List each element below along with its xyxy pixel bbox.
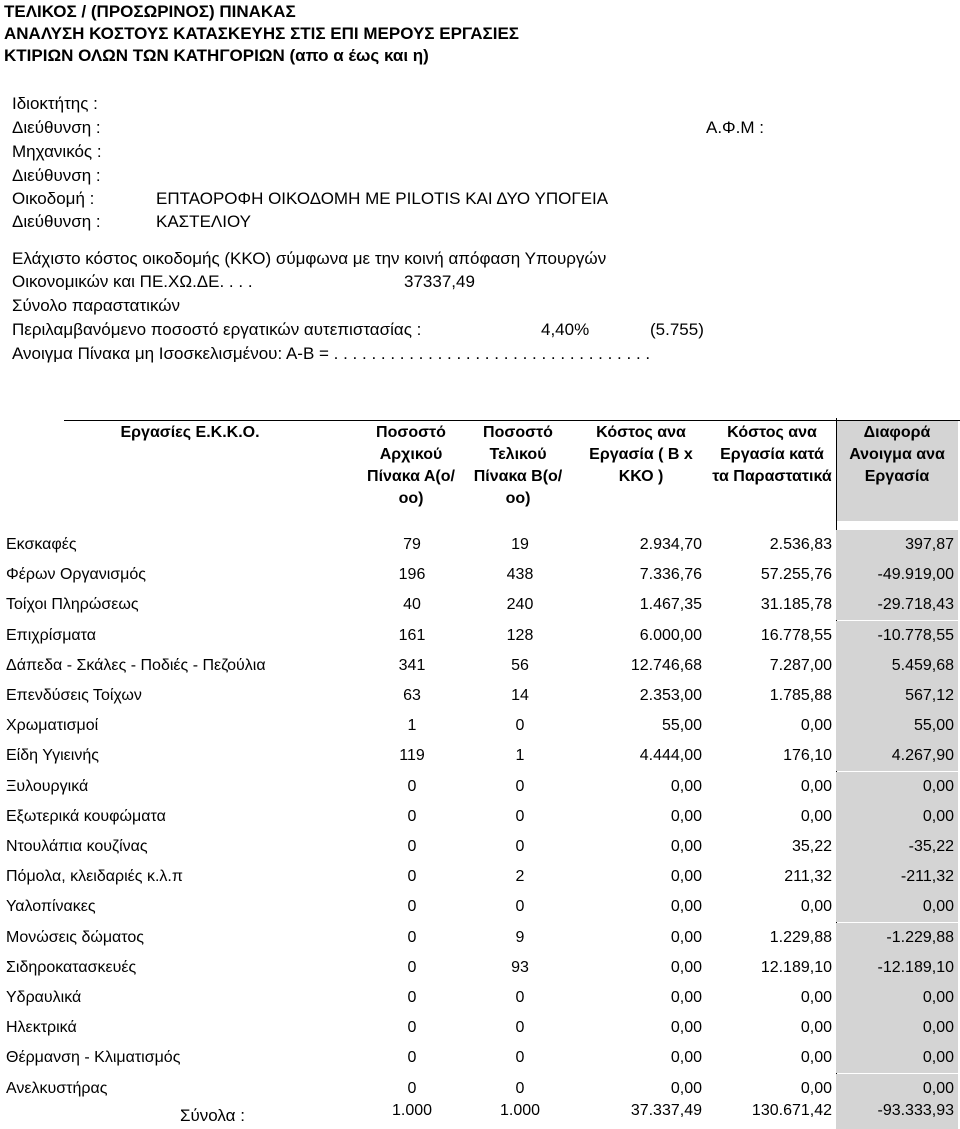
row-percent-a: 0 (407, 868, 417, 885)
row-difference: -1.229,88 (886, 929, 954, 946)
row-difference: -35,22 (908, 838, 954, 855)
row-doc-cost: 1.785,88 (769, 687, 832, 704)
row-difference: -49.919,00 (877, 566, 954, 583)
row-difference: 0,00 (922, 1080, 954, 1097)
row-difference: 4.267,90 (891, 747, 954, 764)
row-percent-b: 0 (515, 898, 525, 915)
title-line-2: ΑΝΑΛΥΣΗ ΚΟΣΤΟΥΣ ΚΑΤΑΣΚΕΥΗΣ ΣΤΙΣ ΕΠΙ ΜΕΡΟΥΣ ΕΡΓΑΣΙΕΣ (4, 24, 520, 43)
labor-percent: 4,40% (541, 320, 590, 339)
row-cost: 0,00 (670, 1049, 702, 1066)
row-work-name: Υδραυλικά (6, 989, 82, 1006)
row-work-name: Επενδύσεις Τοίχων (6, 687, 142, 704)
row-doc-cost: 0,00 (800, 778, 832, 795)
row-difference: 0,00 (922, 808, 954, 825)
afm-label: Α.Φ.Μ : (706, 118, 764, 137)
row-percent-a: 0 (407, 989, 417, 1006)
totals-a: 1.000 (391, 1102, 433, 1119)
row-difference: 567,12 (905, 687, 954, 704)
row-percent-b: 0 (515, 838, 525, 855)
row-work-name: Σιδηροκατασκευές (6, 959, 137, 976)
row-work-name: Θέρμανση - Κλιματισμός (6, 1049, 181, 1066)
row-percent-b: 2 (515, 868, 525, 885)
row-difference: 0,00 (922, 1019, 954, 1036)
row-work-name: Επιχρίσματα (6, 627, 97, 644)
address1-label: Διεύθυνση : (12, 118, 101, 137)
header-percent-b: Ποσοστό Τελικού Πίνακα Β(ο/οο) (473, 424, 563, 507)
row-difference: 0,00 (922, 989, 954, 1006)
row-percent-b: 128 (506, 627, 534, 644)
row-doc-cost: 16.778,55 (760, 627, 832, 644)
header-difference: Διαφορά Ανοιγμα ανα Εργασία (849, 424, 945, 485)
row-work-name: Εξωτερικά κουφώματα (6, 808, 166, 825)
row-percent-b: 0 (515, 717, 525, 734)
row-percent-a: 0 (407, 778, 417, 795)
row-work-name: Είδη Υγιεινής (6, 747, 99, 764)
row-work-name: Ηλεκτρικά (6, 1019, 77, 1036)
row-percent-a: 161 (398, 627, 426, 644)
totals-label: Σύνολα : (180, 1106, 245, 1125)
kko-value: 37337,49 (404, 272, 475, 291)
row-percent-b: 0 (515, 989, 525, 1006)
row-cost: 2.353,00 (639, 687, 702, 704)
row-doc-cost: 31.185,78 (760, 596, 832, 613)
row-doc-cost: 1.229,88 (769, 929, 832, 946)
row-percent-b: 438 (506, 566, 534, 583)
row-cost: 55,00 (661, 717, 702, 734)
header-cost-documents: Κόστος ανα Εργασία κατά τα Παραστατικά (712, 424, 832, 485)
row-percent-a: 0 (407, 898, 417, 915)
row-percent-b: 93 (511, 959, 529, 976)
row-cost: 0,00 (670, 929, 702, 946)
row-doc-cost: 211,32 (784, 868, 832, 885)
row-percent-a: 341 (398, 657, 426, 674)
totals-cost: 37.337,49 (630, 1102, 702, 1119)
row-work-name: Ανελκυστήρας (6, 1080, 108, 1097)
row-cost: 12.746,68 (630, 657, 702, 674)
row-cost: 0,00 (670, 989, 702, 1006)
row-percent-a: 196 (398, 566, 426, 583)
row-work-name: Φέρων Οργανισμός (6, 566, 146, 583)
row-doc-cost: 0,00 (800, 717, 832, 734)
totals-diff: -93.333,93 (877, 1102, 954, 1119)
row-doc-cost: 176,10 (783, 747, 832, 764)
row-percent-b: 14 (511, 687, 529, 704)
engineer-label: Μηχανικός : (12, 142, 102, 161)
row-doc-cost: 35,22 (791, 838, 832, 855)
summary-line-5: Ανοιγμα Πίνακα μη Ισοσκελισμένου: Α-Β = . . . . . . . . . . . . . . . . . . . . . . . . . . . . . . . . . . (12, 344, 651, 363)
row-difference: 55,00 (913, 717, 954, 734)
header-cost-per-work: Κόστος ανα Εργασία ( Β x ΚΚΟ ) (589, 424, 693, 485)
row-doc-cost: 2.536,83 (769, 536, 832, 553)
row-work-name: Εκσκαφές (6, 536, 77, 553)
row-percent-a: 0 (407, 929, 417, 946)
summary-line-1: Ελάχιστο κόστος οικοδομής (ΚΚΟ) σύμφωνα με την κοινή απόφαση Υπουργών (12, 249, 607, 268)
row-percent-b: 9 (515, 929, 525, 946)
labor-percent-paren: (5.755) (650, 320, 704, 339)
header-works: Εργασίες Ε.Κ.Κ.Ο. (120, 424, 260, 441)
row-difference: 0,00 (922, 1049, 954, 1066)
row-percent-a: 40 (403, 596, 421, 613)
row-work-name: Ξυλουργικά (6, 778, 89, 795)
row-cost: 0,00 (670, 959, 702, 976)
row-difference: -211,32 (900, 868, 954, 885)
row-difference: -10.778,55 (877, 627, 954, 644)
row-percent-b: 0 (515, 1019, 525, 1036)
row-percent-b: 0 (515, 1080, 525, 1097)
row-work-name: Μονώσεις δώματος (6, 929, 145, 946)
address3-label: Διεύθυνση : (12, 212, 101, 231)
title-line-1: ΤΕΛΙΚΟΣ / (ΠΡΟΣΩΡΙΝΟΣ) ΠΙΝΑΚΑΣ (4, 2, 296, 21)
row-percent-b: 240 (506, 596, 534, 613)
row-cost: 0,00 (670, 838, 702, 855)
row-percent-a: 0 (407, 959, 417, 976)
row-percent-b: 0 (515, 1049, 525, 1066)
row-cost: 4.444,00 (639, 747, 702, 764)
row-percent-a: 0 (407, 808, 417, 825)
building-label: Οικοδομή : (12, 189, 95, 208)
row-cost: 0,00 (670, 778, 702, 795)
row-difference: 0,00 (922, 778, 954, 795)
row-doc-cost: 0,00 (800, 1019, 832, 1036)
row-work-name: Ντουλάπια κουζίνας (6, 838, 148, 855)
row-difference: 5.459,68 (891, 657, 954, 674)
owner-label: Ιδιοκτήτης : (12, 94, 98, 113)
row-percent-a: 0 (407, 1019, 417, 1036)
row-cost: 0,00 (670, 808, 702, 825)
row-cost: 0,00 (670, 898, 702, 915)
header-percent-a: Ποσοστό Αρχικού Πίνακα Α(ο/οο) (367, 424, 455, 507)
building-value: ΕΠΤΑΟΡΟΦΗ ΟΙΚΟΔΟΜΗ ΜΕ PILOTIS ΚΑΙ ΔΥΟ ΥΠΟΓΕΙΑ (156, 189, 609, 208)
row-work-name: Υαλοπίνακες (6, 898, 96, 915)
row-percent-b: 0 (515, 778, 525, 795)
row-cost: 2.934,70 (639, 536, 702, 553)
row-percent-b: 1 (515, 747, 525, 764)
row-work-name: Δάπεδα - Σκάλες - Ποδιές - Πεζούλια (6, 657, 266, 674)
row-percent-a: 0 (407, 1080, 417, 1097)
row-doc-cost: 0,00 (800, 898, 832, 915)
row-cost: 0,00 (670, 1019, 702, 1036)
row-percent-b: 0 (515, 808, 525, 825)
row-doc-cost: 12.189,10 (760, 959, 832, 976)
row-percent-a: 0 (407, 838, 417, 855)
totals-doc: 130.671,42 (751, 1102, 832, 1119)
row-difference: -29.718,43 (877, 596, 954, 613)
row-doc-cost: 0,00 (800, 808, 832, 825)
row-doc-cost: 7.287,00 (769, 657, 832, 674)
row-doc-cost: 0,00 (800, 1080, 832, 1097)
row-percent-b: 56 (511, 657, 529, 674)
row-doc-cost: 57.255,76 (760, 566, 832, 583)
row-percent-a: 0 (407, 1049, 417, 1066)
row-difference: -12.189,10 (877, 959, 954, 976)
row-percent-a: 79 (403, 536, 421, 553)
row-work-name: Τοίχοι Πληρώσεως (6, 596, 139, 613)
totals-b: 1.000 (499, 1102, 541, 1119)
row-difference: 0,00 (922, 898, 954, 915)
row-percent-b: 19 (511, 536, 529, 553)
row-cost: 0,00 (670, 1080, 702, 1097)
title-line-3: ΚΤΙΡΙΩΝ ΟΛΩΝ ΤΩΝ ΚΑΤΗΓΟΡΙΩΝ (απο α έως και η) (4, 46, 429, 65)
header-top-rule (64, 420, 960, 421)
summary-line-4: Περιλαμβανόμενο ποσοστό εργατικών αυτεπιστασίας : (12, 320, 422, 339)
row-percent-a: 119 (399, 747, 425, 764)
row-doc-cost: 0,00 (800, 989, 832, 1006)
row-percent-a: 1 (407, 717, 417, 734)
row-percent-a: 63 (403, 687, 421, 704)
row-cost: 0,00 (670, 868, 702, 885)
summary-line-2: Οικονομικών και ΠΕ.ΧΩ.ΔΕ. . . . (12, 272, 253, 291)
row-work-name: Χρωματισμοί (6, 717, 99, 734)
row-doc-cost: 0,00 (800, 1049, 832, 1066)
summary-line-3: Σύνολο παραστατικών (12, 296, 181, 315)
row-cost: 7.336,76 (639, 566, 702, 583)
address3-value: ΚΑΣΤΕΛΙΟΥ (156, 212, 252, 231)
row-cost: 1.467,35 (639, 596, 702, 613)
row-difference: 397,87 (905, 536, 954, 553)
address2-label: Διεύθυνση : (12, 166, 101, 185)
row-cost: 6.000,00 (639, 627, 702, 644)
row-work-name: Πόμολα, κλειδαριές κ.λ.π (6, 868, 183, 885)
